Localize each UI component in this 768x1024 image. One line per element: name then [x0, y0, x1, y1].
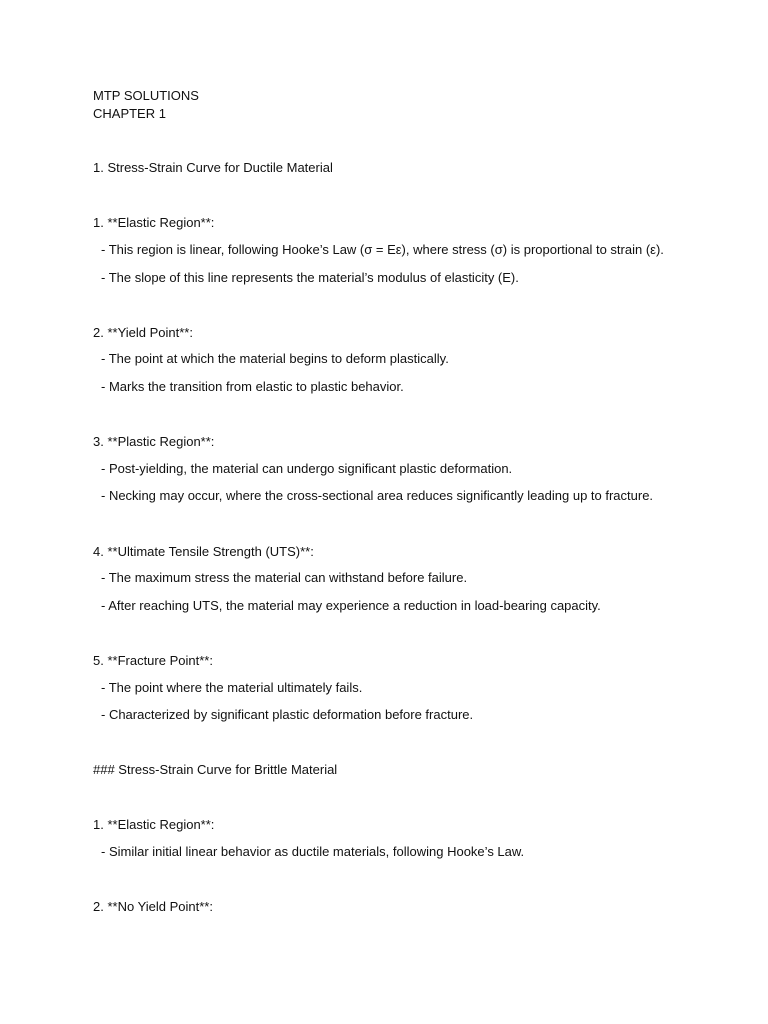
item-point: - Marks the transition from elastic to plastic behavior.: [101, 379, 404, 394]
item-point: - Necking may occur, where the cross-sectional area reduces significantly leading up to fracture.: [101, 488, 654, 503]
item-heading: 2. **No Yield Point**:: [93, 899, 213, 914]
item-point: - The slope of this line represents the material’s modulus of elasticity (E).: [101, 270, 519, 285]
item-heading: 4. **Ultimate Tensile Strength (UTS)**:: [93, 544, 314, 559]
item-point: - Similar initial linear behavior as ductile materials, following Hooke’s Law.: [101, 844, 525, 859]
document-header-title: MTP SOLUTIONS: [93, 88, 199, 103]
section-title-ductile: 1. Stress-Strain Curve for Ductile Material: [93, 160, 333, 175]
item-point: - The point where the material ultimately fails.: [101, 680, 363, 695]
chapter-label: CHAPTER 1: [93, 106, 166, 121]
section-title-brittle: ### Stress-Strain Curve for Brittle Material: [93, 762, 338, 777]
item-heading: 1. **Elastic Region**:: [93, 817, 215, 832]
item-point: - Post-yielding, the material can undergo significant plastic deformation.: [101, 461, 513, 476]
item-point: - This region is linear, following Hooke’s Law (σ = Eε), where stress (σ) is proportional to strain (ε).: [101, 242, 664, 257]
item-heading: 5. **Fracture Point**:: [93, 653, 213, 668]
item-heading: 1. **Elastic Region**:: [93, 215, 215, 230]
item-point: - The point at which the material begins to deform plastically.: [101, 351, 449, 366]
item-heading: 2. **Yield Point**:: [93, 325, 193, 340]
item-heading: 3. **Plastic Region**:: [93, 434, 215, 449]
item-point: - Characterized by significant plastic deformation before fracture.: [101, 707, 474, 722]
item-point: - The maximum stress the material can withstand before failure.: [101, 570, 468, 585]
item-point: - After reaching UTS, the material may experience a reduction in load-bearing capacity.: [101, 598, 601, 613]
